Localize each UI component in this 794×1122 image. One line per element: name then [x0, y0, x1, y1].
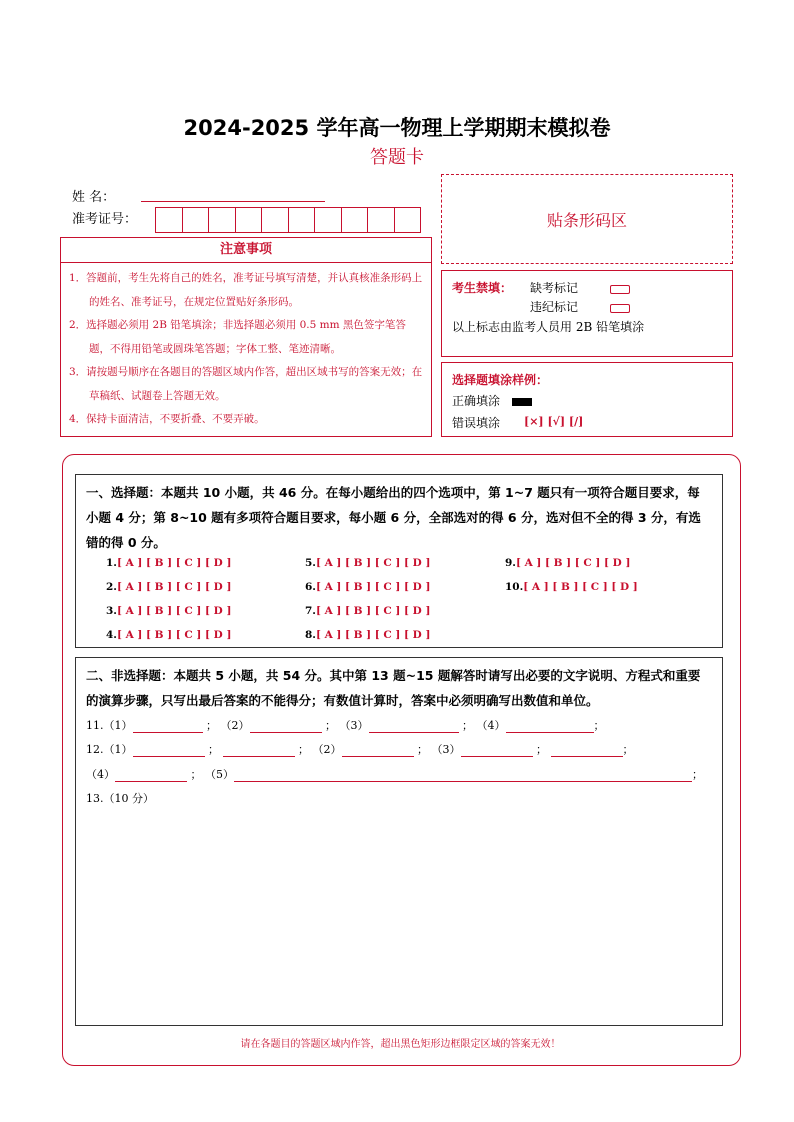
choice-q1[interactable]: 1.[ A ] [ B ] [ C ] [ D ]: [106, 557, 232, 569]
forbidden-label: 考生禁填：: [452, 281, 513, 295]
forbidden-box: [441, 270, 733, 357]
exam-id-boxes[interactable]: [155, 207, 421, 233]
choice-heading: 一、选择题：本题共 10 小题，共 46 分。在每小题给出的四个选项中，第 1~7 题只有一项符合题目要求，每小题 4 分；第 8~10 题有多项符合题目要求，每小题 6 分，全部选对的得 6 分，选对但不全的得 3 分，有选错的得 0 分。: [86, 485, 701, 550]
choice-q2[interactable]: 2.[ A ] [ B ] [ C ] [ D ]: [106, 581, 232, 593]
q12-blank-3[interactable]: [342, 744, 414, 757]
correct-fill-mark: [512, 398, 532, 406]
q12-row-1: 12.（1） ； ； （2） ； （3） ； ；: [86, 743, 634, 756]
notice-item: 2．选择题必须用 2B 铅笔填涂；非选择题必须用 0.5 mm 黑色签字笔答题，不得用铅笔或圆珠笔答题；字体工整、笔迹清晰。: [69, 319, 406, 355]
absent-mark[interactable]: [610, 285, 630, 294]
q11-blank-3[interactable]: [369, 720, 459, 733]
notice-title: 注意事项: [61, 238, 431, 263]
choice-q5[interactable]: 5.[ A ] [ B ] [ C ] [ D ]: [305, 557, 431, 569]
choice-q4[interactable]: 4.[ A ] [ B ] [ C ] [ D ]: [106, 629, 232, 641]
choice-q6[interactable]: 6.[ A ] [ B ] [ C ] [ D ]: [305, 581, 431, 593]
choice-q3[interactable]: 3.[ A ] [ B ] [ C ] [ D ]: [106, 605, 232, 617]
choice-q10[interactable]: 10.[ A ] [ B ] [ C ] [ D ]: [505, 581, 638, 593]
q12-blank-5[interactable]: [551, 744, 623, 757]
q12-blank-2[interactable]: [223, 744, 295, 757]
q12-row-2: （4） ； （5） ；: [86, 768, 703, 781]
barcode-label: 贴条形码区: [546, 210, 627, 230]
q12-blank-7[interactable]: [234, 769, 692, 782]
id-label: 准考证号：: [72, 212, 138, 227]
choice-q7[interactable]: 7.[ A ] [ B ] [ C ] [ D ]: [305, 605, 431, 617]
correct-label: 正确填涂: [452, 394, 501, 408]
name-label: 姓 名：: [72, 190, 116, 205]
page-title: 2024-2025 学年高一物理上学期期末模拟卷: [183, 116, 611, 140]
nonchoice-heading: 二、非选择题：本题共 5 小题，共 54 分。其中第 13 题~15 题解答时请写出必要的文字说明、方程式和重要的演算步骤，只写出最后答案的不能得分；有数值计算时，答案中必须明确写出数值和单位。: [86, 668, 701, 708]
q12-blank-6[interactable]: [115, 769, 187, 782]
wrong-label: 错误填涂: [452, 416, 501, 430]
sample-label: 选择题填涂样例：: [452, 373, 549, 387]
choice-q8[interactable]: 8.[ A ] [ B ] [ C ] [ D ]: [305, 629, 431, 641]
footer-note: 请在各题目的答题区域内作答，超出黑色矩形边框限定区域的答案无效！: [240, 1039, 561, 1050]
q11-row: 11.（1） ； （2） ； （3） ； （4） ；: [86, 719, 605, 732]
q11-blank-4[interactable]: [506, 720, 594, 733]
name-field[interactable]: [141, 200, 325, 202]
violation-mark[interactable]: [610, 304, 630, 313]
sample-box: [441, 362, 733, 437]
q12-blank-1[interactable]: [133, 744, 205, 757]
forbidden-note: 以上标志由监考人员用 2B 铅笔填涂: [452, 320, 645, 334]
barcode-area: [441, 174, 733, 264]
notice-item: 3．请按题号顺序在各题目的答题区域内作答，超出区域书写的答案无效；在草稿纸、试题卷上答题无效。: [69, 366, 423, 402]
notice-item: 4．保持卡面清洁，不要折叠、不要弄破。: [69, 413, 265, 425]
notice-item: 1．答题前，考生先将自己的姓名，准考证号填写清楚，并认真核准条形码上的姓名、准考证号，在规定位置贴好条形码。: [69, 272, 423, 308]
violation-label: 违纪标记: [530, 300, 579, 314]
q12-blank-4[interactable]: [461, 744, 533, 757]
q13-label: 13.（10 分）: [86, 792, 154, 805]
absent-label: 缺考标记: [530, 281, 579, 295]
notice-box: [60, 237, 432, 437]
q11-blank-2[interactable]: [250, 720, 322, 733]
q13-answer-area[interactable]: [80, 810, 716, 1018]
q11-blank-1[interactable]: [133, 720, 203, 733]
choice-q9[interactable]: 9.[ A ] [ B ] [ C ] [ D ]: [505, 557, 631, 569]
page-subtitle: 答题卡: [370, 147, 424, 168]
wrong-marks: [×] [√] [/]: [524, 415, 584, 428]
